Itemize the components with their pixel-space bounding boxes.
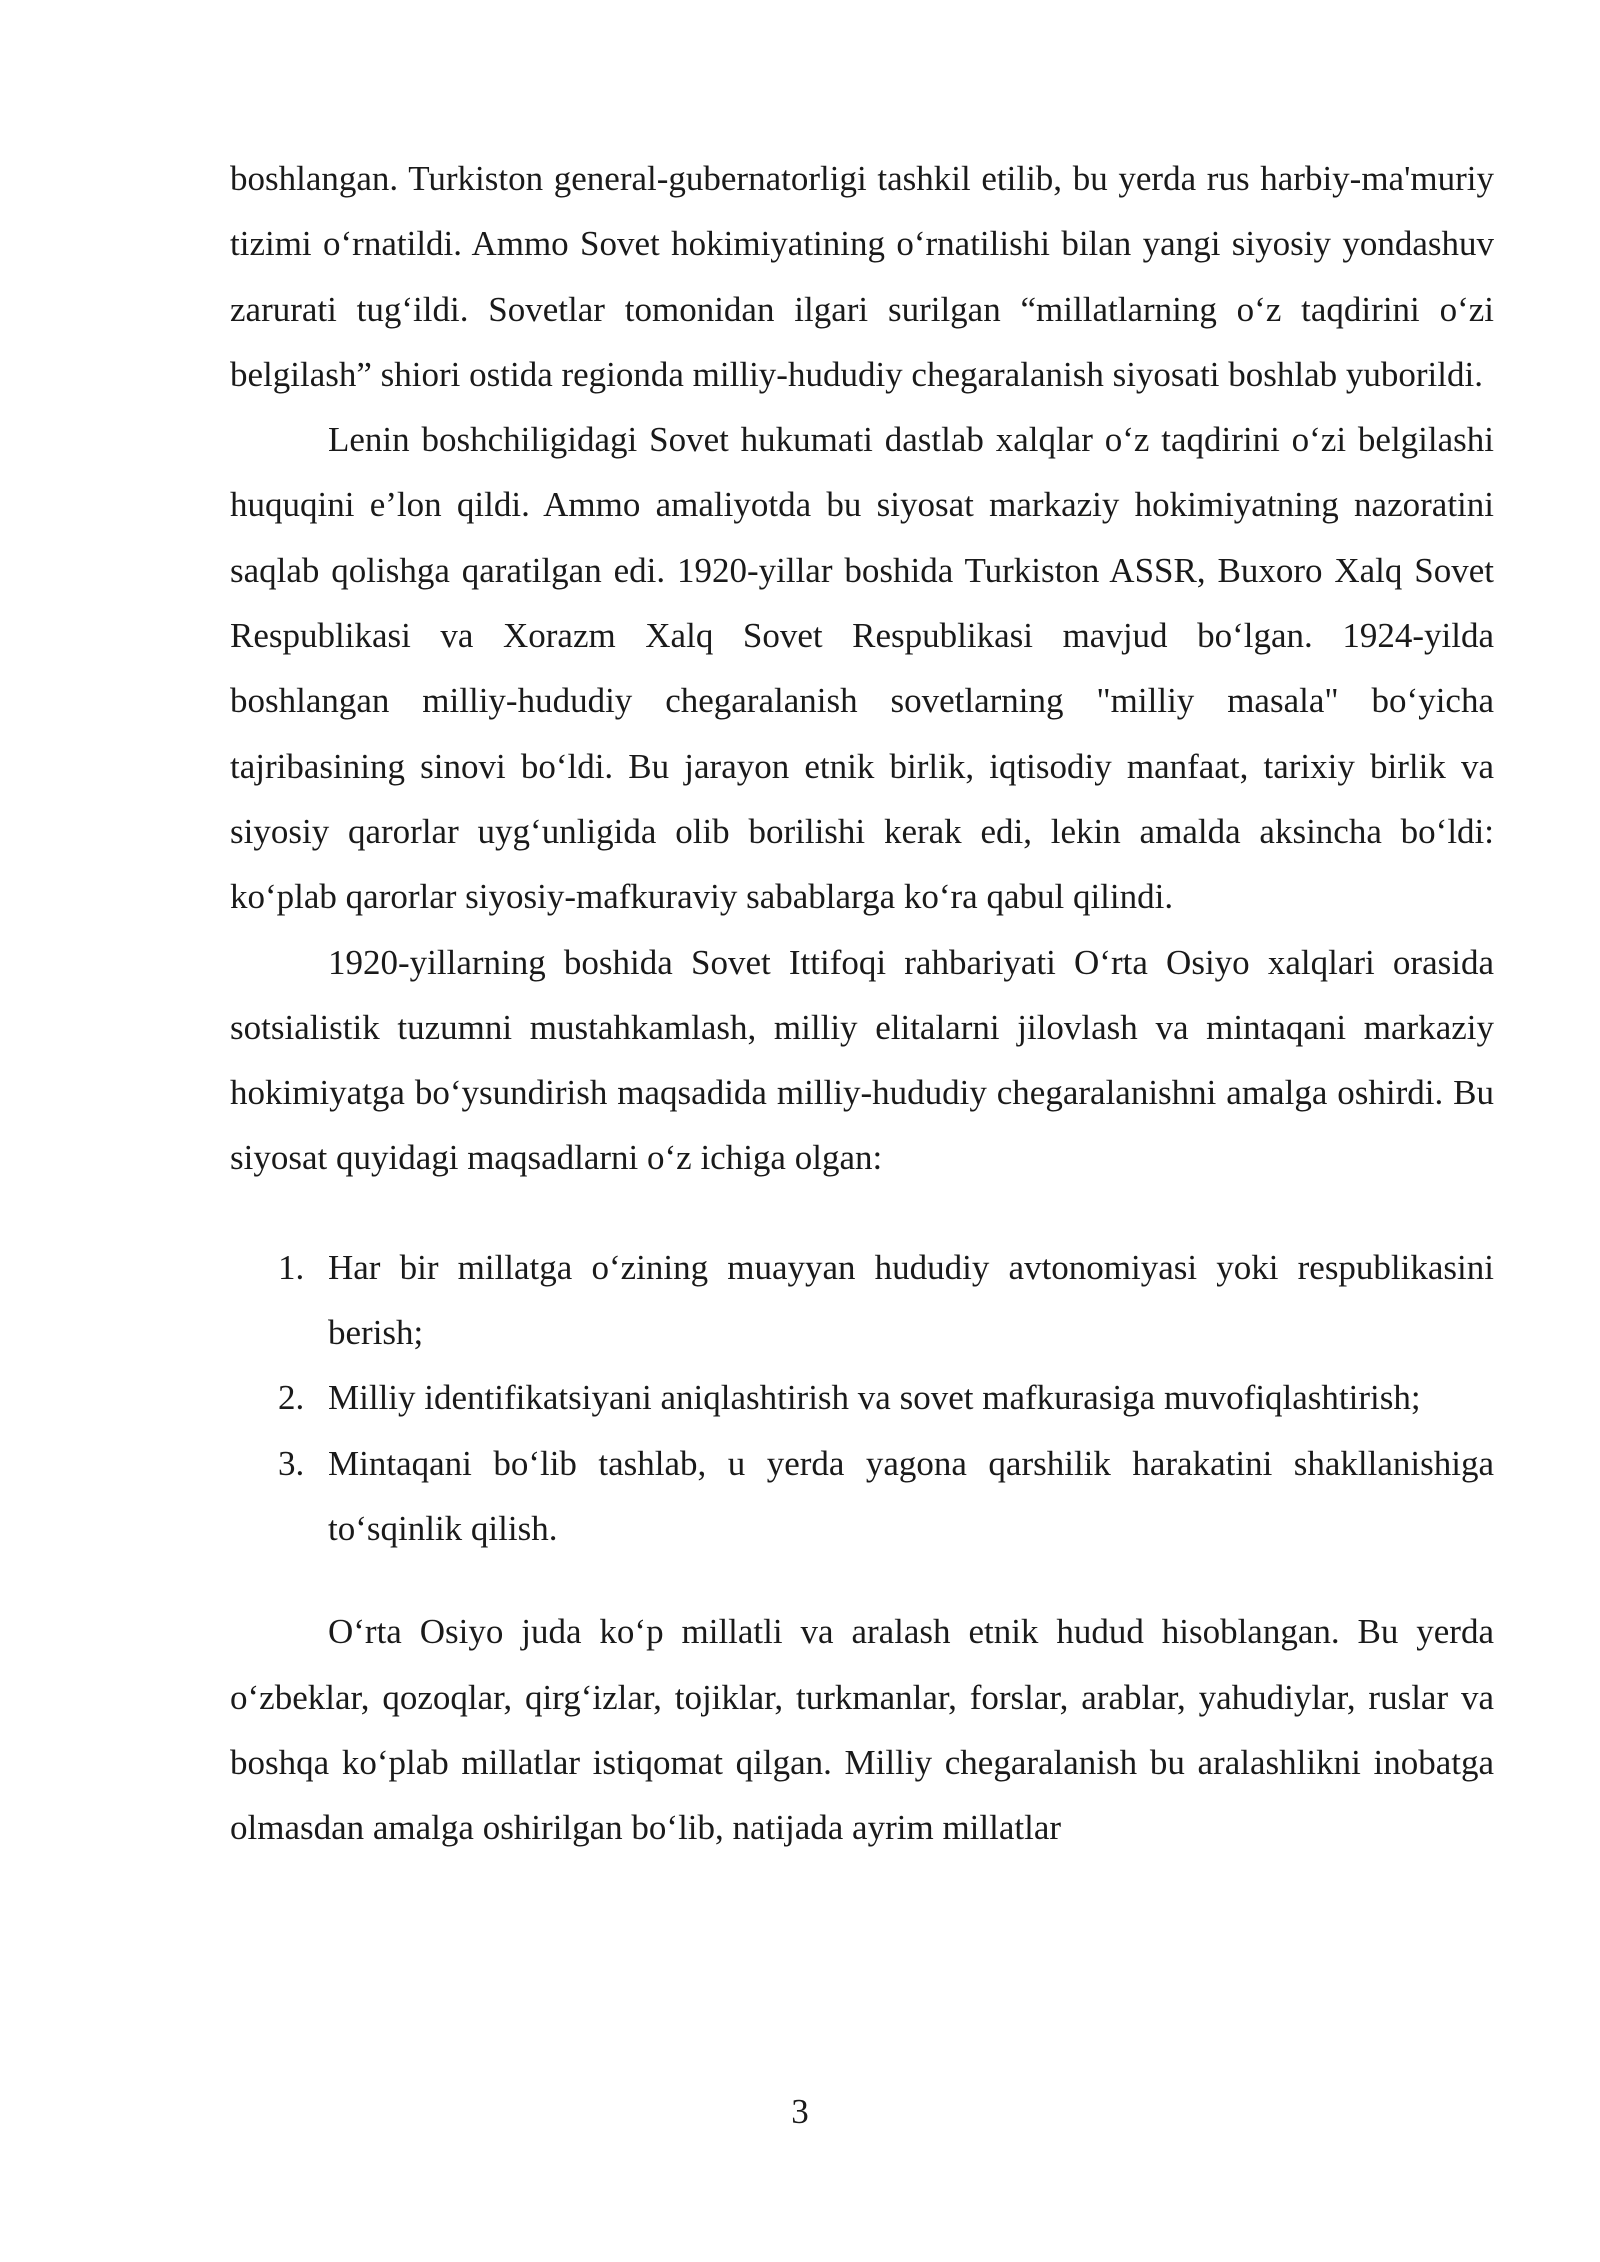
list-item [230, 1431, 1494, 1562]
list-item-text: Mintaqani bo‘lib tashlab, u yerda yagona qarshilik harakatini shakllanishiga to‘sqinlik qilish. [328, 1443, 1494, 1548]
list-item-number: 3. [278, 1443, 305, 1483]
list-item-number: 2. [278, 1378, 305, 1418]
list-item-text: Har bir millatga o‘zining muayyan hududiy avtonomiyasi yoki respublikasini berish; [328, 1247, 1494, 1353]
paragraph-ethnic-composition: O‘rta Osiyo juda ko‘p millatli va aralash etnik hudud hisoblangan. Bu yerda o‘zbeklar, qozoqlar, qirg‘izlar, tojiklar, turkmanlar, forslar, arablar, yahudiylar, ruslar va boshqa ko‘plab millatlar istiqomat qilgan. Milliy chegaralanish bu aralashlikni inobatga olmasdan amalga oshirilgan bo‘lib, natijada ayrim millatlar [230, 1612, 1494, 1848]
paragraph-soviet-goals: 1920-yillarning boshida Sovet Ittifoqi rahbariyati O‘rta Osiyo xalqlari orasida sotsialistik tuzumni mustahkamlash, milliy elitalarni jilovlash va mintaqani markaziy hokimiyatga bo‘ysundirish maqsadida milliy-hududiy chegaralanishni amalga oshirdi. Bu siyosat quyidagi maqsadlarni o‘z ichiga olgan: [230, 942, 1494, 1178]
paragraph-continuation: boshlangan. Turkiston general-gubernatorligi tashkil etilib, bu yerda rus harbiy-ma'muriy tizimi o‘rnatildi. Ammo Sovet hokimiyatining o‘rnatilishi bilan yangi siyosiy yondashuv zarurati tug‘ildi. Sovetlar tomonidan ilgari surilgan “millatlarning o‘z taqdirini o‘zi belgilash” shiori ostida regionda milliy-hududiy chegaralanish siyosati boshlab yuborildi. [230, 159, 1494, 394]
list-item-text: Milliy identifikatsiyani aniqlashtirish va sovet mafkurasiga muvofiqlashtirish; [328, 1378, 1421, 1418]
page-number: 3 [791, 2092, 809, 2131]
goals-list [230, 1235, 1494, 1561]
document-page [230, 146, 1494, 1860]
paragraph-lenin-policy: Lenin boshchiligidagi Sovet hukumati dastlab xalqlar o‘z taqdirini o‘zi belgilashi huquqini e’lon qildi. Ammo amaliyotda bu siyosat markaziy hokimiyatning nazoratini saqlab qolishga qaratilgan edi. 1920-yillar boshida Turkiston ASSR, Buxoro Xalq Sovet Respublikasi va Xorazm Xalq Sovet Respublikasi mavjud bo‘lgan. 1924-yilda boshlangan milliy-hududiy chegaralanish sovetlarning "milliy masala" bo‘yicha tajribasining sinovi bo‘ldi. Bu jarayon etnik birlik, iqtisodiy manfaat, tarixiy birlik va siyosiy qarorlar uyg‘unligida olib borilishi kerak edi, lekin amalda aksincha bo‘ldi: ko‘plab qarorlar siyosiy-mafkuraviy sabablarga ko‘ra qabul qilindi. [230, 420, 1494, 917]
list-item-number: 1. [278, 1247, 305, 1287]
list-item [230, 1235, 1494, 1366]
list-item [230, 1365, 1494, 1430]
